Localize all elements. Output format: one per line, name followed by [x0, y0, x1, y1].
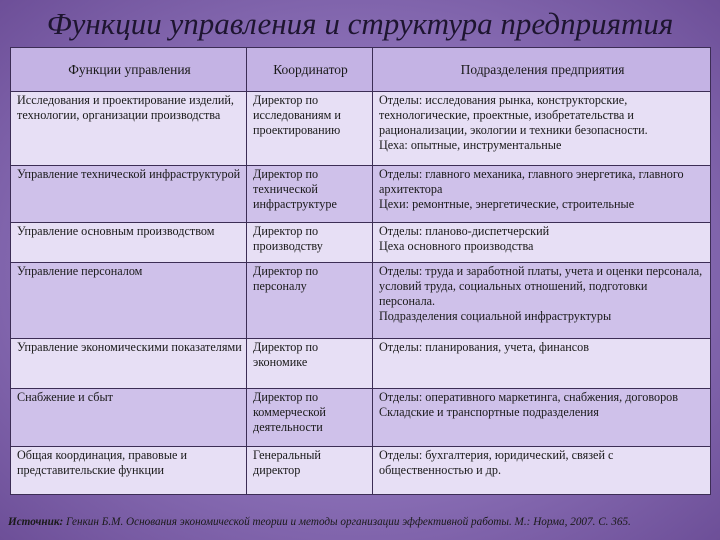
table-row: [11, 389, 711, 447]
units-cell: [373, 263, 711, 339]
function-cell: Управление технической инфраструктурой: [11, 166, 247, 223]
units-cell: [373, 223, 711, 263]
table-row: [11, 447, 711, 495]
slide-title: Функции управления и структура предприятия: [46, 6, 674, 41]
function-cell: Исследования и проектирование изделий, технологии, организации производства: [11, 92, 247, 166]
source-label: Источник:: [8, 516, 64, 528]
functions-table: [10, 47, 711, 495]
units-line: Отделы: оперативного маркетинга, снабжения, договоров: [379, 390, 679, 404]
coordinator-cell: Директор по персоналу: [247, 263, 373, 339]
table-header-row: [11, 48, 711, 92]
function-cell: Снабжение и сбыт: [11, 389, 247, 447]
table-row: [11, 166, 711, 223]
units-line: Цеха: опытные, инструментальные: [379, 138, 562, 152]
units-cell: [373, 447, 711, 495]
table-row: [11, 92, 711, 166]
units-line: Отделы: главного механика, главного энергетика, главного архитектора: [379, 167, 684, 196]
source-text: Генкин Б.М. Основания экономической теории и методы организации эффективной работы. М.: Норма, 2007. С. 365.: [66, 516, 631, 528]
table-row: [11, 263, 711, 339]
function-cell: Управление основным производством: [11, 223, 247, 263]
units-cell: [373, 92, 711, 166]
units-line: Отделы: труда и заработной платы, учета и оценки персонала, условий труда, социальных отношений, подготовки персонала.: [379, 264, 703, 308]
header-units: Подразделения предприятия: [373, 48, 711, 92]
function-cell: Управление экономическими показателями: [11, 339, 247, 389]
table-row: [11, 223, 711, 263]
units-line: Складские и транспортные подразделения: [379, 405, 599, 419]
units-line: Отделы: планирования, учета, финансов: [379, 340, 590, 354]
units-line: Отделы: бухгалтерия, юридический, связей с общественностью и др.: [379, 448, 614, 477]
coordinator-cell: Директор по технической инфраструктуре: [247, 166, 373, 223]
source-note: [8, 516, 718, 528]
table-row: [11, 339, 711, 389]
units-line: Цехи: ремонтные, энергетические, строительные: [379, 197, 635, 211]
header-functions: Функции управления: [11, 48, 247, 92]
function-cell: Общая координация, правовые и представительские функции: [11, 447, 247, 495]
units-line: Цеха основного производства: [379, 239, 534, 253]
units-line: Подразделения социальной инфраструктуры: [379, 309, 612, 323]
coordinator-cell: Директор по производству: [247, 223, 373, 263]
units-line: Отделы: исследования рынка, конструкторские, технологические, проектные, изобретательства и рационализации, экологии и техники безопасности.: [379, 93, 648, 137]
units-cell: [373, 389, 711, 447]
coordinator-cell: Директор по экономике: [247, 339, 373, 389]
units-line: Отделы: планово-диспетчерский: [379, 224, 550, 238]
units-cell: [373, 166, 711, 223]
function-cell: Управление персоналом: [11, 263, 247, 339]
coordinator-cell: Директор по коммерческой деятельности: [247, 389, 373, 447]
coordinator-cell: Директор по исследованиям и проектированию: [247, 92, 373, 166]
header-coordinator: Координатор: [247, 48, 373, 92]
units-cell: [373, 339, 711, 389]
coordinator-cell: Генеральный директор: [247, 447, 373, 495]
